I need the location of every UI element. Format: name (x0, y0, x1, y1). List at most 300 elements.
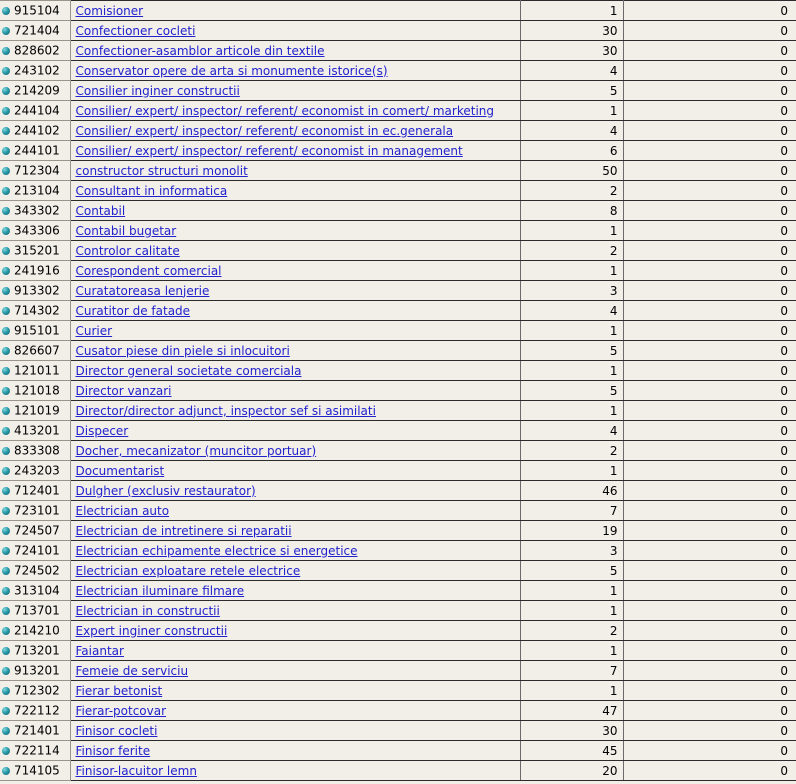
occupation-link[interactable]: Femeie de serviciu (75, 663, 189, 678)
vacancies-count: 47 (520, 701, 623, 721)
extra-count: 0 (623, 601, 796, 621)
table-row (0, 181, 796, 201)
occupation-link[interactable]: Faiantar (75, 643, 124, 658)
extra-count: 0 (623, 521, 796, 541)
extra-count: 0 (623, 301, 796, 321)
occupation-link[interactable]: Fierar-potcovar (75, 703, 167, 718)
occupation-link[interactable]: Director vanzari (75, 383, 172, 398)
occupation-code-cell (0, 321, 70, 341)
occupation-code-cell (0, 241, 70, 261)
extra-count: 0 (623, 441, 796, 461)
occupation-name-cell (70, 21, 520, 41)
occupation-name-cell (70, 141, 520, 161)
extra-count: 0 (623, 201, 796, 221)
extra-count: 0 (623, 741, 796, 761)
occupation-name-cell (70, 741, 520, 761)
occupation-link[interactable]: Dulgher (exclusiv restaurator) (75, 483, 256, 498)
occupation-code: 828602 (14, 43, 60, 58)
occupation-code: 315201 (14, 243, 60, 258)
vacancies-count: 1 (520, 321, 623, 341)
extra-count: 0 (623, 421, 796, 441)
occupation-code-cell (0, 641, 70, 661)
vacancies-count: 2 (520, 441, 623, 461)
occupation-name-cell (70, 101, 520, 121)
occupation-code: 214209 (14, 83, 60, 98)
occupation-name-cell (70, 1, 520, 21)
occupation-code: 121011 (14, 363, 60, 378)
extra-count: 0 (623, 721, 796, 741)
teal-sphere-bullet-icon (2, 327, 10, 335)
table-row (0, 441, 796, 461)
occupation-link[interactable]: Consilier/ expert/ inspector/ referent/ economist in management (75, 143, 463, 158)
occupation-code-cell (0, 1, 70, 21)
table-row (0, 561, 796, 581)
extra-count: 0 (623, 681, 796, 701)
occupation-link[interactable]: Consultant in informatica (75, 183, 228, 198)
teal-sphere-bullet-icon (2, 127, 10, 135)
teal-sphere-bullet-icon (2, 747, 10, 755)
occupation-name-cell (70, 661, 520, 681)
occupation-link[interactable]: Corespondent comercial (75, 263, 222, 278)
teal-sphere-bullet-icon (2, 627, 10, 635)
table-row (0, 701, 796, 721)
occupation-code-cell (0, 581, 70, 601)
extra-count: 0 (623, 281, 796, 301)
table-row (0, 41, 796, 61)
teal-sphere-bullet-icon (2, 587, 10, 595)
occupation-link[interactable]: Contabil bugetar (75, 223, 177, 238)
vacancies-count: 1 (520, 101, 623, 121)
occupation-link[interactable]: Confectioner cocleti (75, 23, 196, 38)
teal-sphere-bullet-icon (2, 487, 10, 495)
occupation-code: 721404 (14, 23, 60, 38)
occupation-code-cell (0, 441, 70, 461)
occupation-name-cell (70, 581, 520, 601)
occupation-name-cell (70, 321, 520, 341)
vacancies-count: 5 (520, 381, 623, 401)
teal-sphere-bullet-icon (2, 367, 10, 375)
occupation-code: 723101 (14, 503, 60, 518)
occupation-code-cell (0, 361, 70, 381)
occupation-link[interactable]: Electrician in constructii (75, 603, 220, 618)
vacancies-count: 1 (520, 221, 623, 241)
vacancies-count: 5 (520, 561, 623, 581)
table-row (0, 21, 796, 41)
occupation-code: 313104 (14, 583, 60, 598)
occupation-link[interactable]: Electrician auto (75, 503, 170, 518)
vacancies-count: 1 (520, 401, 623, 421)
vacancies-count: 7 (520, 501, 623, 521)
table-row (0, 421, 796, 441)
teal-sphere-bullet-icon (2, 387, 10, 395)
vacancies-count: 2 (520, 621, 623, 641)
extra-count: 0 (623, 561, 796, 581)
occupation-link[interactable]: Conservator opere de arta si monumente istorice(s) (75, 63, 388, 78)
occupation-code-cell (0, 681, 70, 701)
occupation-code-cell (0, 421, 70, 441)
occupation-code-cell (0, 501, 70, 521)
occupation-name-cell (70, 601, 520, 621)
table-row (0, 361, 796, 381)
occupation-name-cell (70, 421, 520, 441)
table-row (0, 481, 796, 501)
extra-count: 0 (623, 121, 796, 141)
teal-sphere-bullet-icon (2, 147, 10, 155)
occupation-code: 712401 (14, 483, 60, 498)
teal-sphere-bullet-icon (2, 287, 10, 295)
extra-count: 0 (623, 381, 796, 401)
occupation-code: 712302 (14, 683, 60, 698)
extra-count: 0 (623, 1, 796, 21)
occupations-table-body (0, 1, 796, 781)
table-row (0, 61, 796, 81)
occupation-code-cell (0, 701, 70, 721)
occupation-code-cell (0, 721, 70, 741)
occupation-link[interactable]: Consilier inginer constructii (75, 83, 240, 98)
occupation-link[interactable]: Curatitor de fatade (75, 303, 191, 318)
occupation-code-cell (0, 61, 70, 81)
occupation-code: 243102 (14, 63, 60, 78)
teal-sphere-bullet-icon (2, 47, 10, 55)
occupation-code-cell (0, 741, 70, 761)
occupation-code: 214210 (14, 623, 60, 638)
table-row (0, 721, 796, 741)
teal-sphere-bullet-icon (2, 187, 10, 195)
teal-sphere-bullet-icon (2, 267, 10, 275)
extra-count: 0 (623, 261, 796, 281)
table-row (0, 661, 796, 681)
table-row (0, 161, 796, 181)
table-row (0, 141, 796, 161)
extra-count: 0 (623, 641, 796, 661)
extra-count: 0 (623, 761, 796, 781)
occupation-name-cell (70, 281, 520, 301)
occupation-code: 343306 (14, 223, 60, 238)
table-row (0, 321, 796, 341)
teal-sphere-bullet-icon (2, 107, 10, 115)
occupation-code-cell (0, 161, 70, 181)
teal-sphere-bullet-icon (2, 647, 10, 655)
occupation-code: 722114 (14, 743, 60, 758)
occupation-code-cell (0, 461, 70, 481)
occupation-link[interactable]: Docher, mecanizator (muncitor portuar) (75, 443, 317, 458)
extra-count: 0 (623, 101, 796, 121)
occupation-code-cell (0, 261, 70, 281)
occupation-code-cell (0, 221, 70, 241)
teal-sphere-bullet-icon (2, 227, 10, 235)
occupation-code: 915101 (14, 323, 60, 338)
occupation-code-cell (0, 301, 70, 321)
teal-sphere-bullet-icon (2, 687, 10, 695)
occupation-link[interactable]: Confectioner-asamblor articole din textile (75, 43, 325, 58)
occupation-link[interactable]: Curatatoreasa lenjerie (75, 283, 210, 298)
occupation-code-cell (0, 661, 70, 681)
occupation-code-cell (0, 381, 70, 401)
occupation-code-cell (0, 81, 70, 101)
extra-count: 0 (623, 221, 796, 241)
table-row (0, 221, 796, 241)
occupation-code: 913201 (14, 663, 60, 678)
occupation-code-cell (0, 21, 70, 41)
occupation-name-cell (70, 381, 520, 401)
extra-count: 0 (623, 41, 796, 61)
occupation-name-cell (70, 761, 520, 781)
extra-count: 0 (623, 361, 796, 381)
occupation-code-cell (0, 521, 70, 541)
occupation-code: 714302 (14, 303, 60, 318)
teal-sphere-bullet-icon (2, 527, 10, 535)
vacancies-count: 19 (520, 521, 623, 541)
occupation-code: 213104 (14, 183, 60, 198)
occupation-link[interactable]: Electrician exploatare retele electrice (75, 563, 301, 578)
table-row (0, 121, 796, 141)
vacancies-count: 3 (520, 541, 623, 561)
occupation-link[interactable]: constructor structuri monolit (75, 163, 248, 178)
occupation-name-cell (70, 341, 520, 361)
vacancies-count: 8 (520, 201, 623, 221)
extra-count: 0 (623, 341, 796, 361)
vacancies-count: 1 (520, 641, 623, 661)
occupation-code-cell (0, 101, 70, 121)
vacancies-count: 46 (520, 481, 623, 501)
occupation-name-cell (70, 461, 520, 481)
extra-count: 0 (623, 321, 796, 341)
occupation-code: 826607 (14, 343, 60, 358)
table-row (0, 641, 796, 661)
vacancies-count: 30 (520, 41, 623, 61)
occupation-name-cell (70, 621, 520, 641)
table-row (0, 581, 796, 601)
extra-count: 0 (623, 461, 796, 481)
occupation-name-cell (70, 681, 520, 701)
vacancies-count: 2 (520, 181, 623, 201)
occupation-name-cell (70, 41, 520, 61)
extra-count: 0 (623, 661, 796, 681)
occupation-code: 915104 (14, 3, 60, 18)
extra-count: 0 (623, 161, 796, 181)
occupation-code: 244102 (14, 123, 60, 138)
occupation-link[interactable]: Electrician echipamente electrice si energetice (75, 543, 358, 558)
occupation-link[interactable]: Finisor ferite (75, 743, 151, 758)
occupation-code: 244101 (14, 143, 60, 158)
vacancies-count: 1 (520, 601, 623, 621)
occupation-name-cell (70, 261, 520, 281)
occupation-link[interactable]: Fierar betonist (75, 683, 163, 698)
vacancies-count: 5 (520, 341, 623, 361)
table-row (0, 201, 796, 221)
occupation-code: 243203 (14, 463, 60, 478)
extra-count: 0 (623, 21, 796, 41)
extra-count: 0 (623, 481, 796, 501)
occupation-code-cell (0, 561, 70, 581)
extra-count: 0 (623, 81, 796, 101)
teal-sphere-bullet-icon (2, 247, 10, 255)
occupation-code-cell (0, 121, 70, 141)
occupation-name-cell (70, 301, 520, 321)
occupation-code-cell (0, 621, 70, 641)
vacancies-count: 6 (520, 141, 623, 161)
occupation-link[interactable]: Electrician de intretinere si reparatii (75, 523, 292, 538)
extra-count: 0 (623, 621, 796, 641)
teal-sphere-bullet-icon (2, 667, 10, 675)
extra-count: 0 (623, 501, 796, 521)
teal-sphere-bullet-icon (2, 7, 10, 15)
teal-sphere-bullet-icon (2, 547, 10, 555)
occupation-link[interactable]: Consilier/ expert/ inspector/ referent/ economist in ec.generala (75, 123, 454, 138)
vacancies-count: 1 (520, 461, 623, 481)
occupation-name-cell (70, 61, 520, 81)
vacancies-count: 5 (520, 81, 623, 101)
vacancies-count: 20 (520, 761, 623, 781)
occupation-code: 413201 (14, 423, 60, 438)
table-row (0, 761, 796, 781)
occupation-link[interactable]: Dispecer (75, 423, 129, 438)
occupation-link[interactable]: Expert inginer constructii (75, 623, 228, 638)
teal-sphere-bullet-icon (2, 767, 10, 775)
teal-sphere-bullet-icon (2, 447, 10, 455)
occupation-name-cell (70, 121, 520, 141)
teal-sphere-bullet-icon (2, 67, 10, 75)
occupation-link[interactable]: Cusator piese din piele si inlocuitori (75, 343, 290, 358)
teal-sphere-bullet-icon (2, 427, 10, 435)
occupation-code-cell (0, 281, 70, 301)
teal-sphere-bullet-icon (2, 207, 10, 215)
vacancies-count: 1 (520, 361, 623, 381)
extra-count: 0 (623, 141, 796, 161)
occupation-link[interactable]: Director/director adjunct, inspector sef si asimilati (75, 403, 376, 418)
occupation-name-cell (70, 161, 520, 181)
table-row (0, 521, 796, 541)
table-row (0, 381, 796, 401)
occupation-link[interactable]: Electrician iluminare filmare (75, 583, 245, 598)
teal-sphere-bullet-icon (2, 607, 10, 615)
occupation-link[interactable]: Comisioner (75, 3, 144, 18)
occupation-link[interactable]: Controlor calitate (75, 243, 180, 258)
table-row (0, 81, 796, 101)
table-row (0, 741, 796, 761)
teal-sphere-bullet-icon (2, 467, 10, 475)
table-row (0, 681, 796, 701)
occupation-name-cell (70, 361, 520, 381)
teal-sphere-bullet-icon (2, 27, 10, 35)
occupation-code-cell (0, 141, 70, 161)
occupation-code: 712304 (14, 163, 60, 178)
occupation-name-cell (70, 181, 520, 201)
vacancies-count: 1 (520, 581, 623, 601)
teal-sphere-bullet-icon (2, 167, 10, 175)
teal-sphere-bullet-icon (2, 507, 10, 515)
occupation-code-cell (0, 201, 70, 221)
teal-sphere-bullet-icon (2, 307, 10, 315)
occupation-name-cell (70, 641, 520, 661)
occupation-code-cell (0, 181, 70, 201)
occupation-code-cell (0, 341, 70, 361)
vacancies-count: 4 (520, 121, 623, 141)
vacancies-count: 1 (520, 681, 623, 701)
occupation-code-cell (0, 541, 70, 561)
teal-sphere-bullet-icon (2, 567, 10, 575)
occupation-code: 724101 (14, 543, 60, 558)
table-row (0, 541, 796, 561)
table-row (0, 1, 796, 21)
table-row (0, 101, 796, 121)
table-row (0, 301, 796, 321)
table-row (0, 281, 796, 301)
occupation-name-cell (70, 401, 520, 421)
teal-sphere-bullet-icon (2, 727, 10, 735)
vacancies-count: 7 (520, 661, 623, 681)
occupation-name-cell (70, 541, 520, 561)
table-row (0, 241, 796, 261)
vacancies-count: 2 (520, 241, 623, 261)
occupation-name-cell (70, 201, 520, 221)
table-row (0, 621, 796, 641)
table-row (0, 601, 796, 621)
occupation-name-cell (70, 721, 520, 741)
extra-count: 0 (623, 61, 796, 81)
occupation-link[interactable]: Finisor cocleti (75, 723, 158, 738)
occupation-name-cell (70, 221, 520, 241)
teal-sphere-bullet-icon (2, 347, 10, 355)
table-row (0, 501, 796, 521)
occupation-name-cell (70, 481, 520, 501)
vacancies-count: 45 (520, 741, 623, 761)
table-row (0, 341, 796, 361)
vacancies-count: 1 (520, 1, 623, 21)
occupation-code: 833308 (14, 443, 60, 458)
occupation-code: 121018 (14, 383, 60, 398)
vacancies-count: 30 (520, 721, 623, 741)
occupation-link[interactable]: Curier (75, 323, 113, 338)
occupation-code: 241916 (14, 263, 60, 278)
occupation-name-cell (70, 241, 520, 261)
occupation-name-cell (70, 561, 520, 581)
vacancies-count: 1 (520, 261, 623, 281)
occupation-code: 121019 (14, 403, 60, 418)
extra-count: 0 (623, 581, 796, 601)
occupation-code: 244104 (14, 103, 60, 118)
occupation-code-cell (0, 601, 70, 621)
occupation-code-cell (0, 761, 70, 781)
vacancies-count: 4 (520, 61, 623, 81)
extra-count: 0 (623, 181, 796, 201)
occupation-code: 722112 (14, 703, 60, 718)
occupation-name-cell (70, 701, 520, 721)
occupation-code: 724507 (14, 523, 60, 538)
teal-sphere-bullet-icon (2, 87, 10, 95)
teal-sphere-bullet-icon (2, 707, 10, 715)
table-row (0, 261, 796, 281)
vacancies-count: 30 (520, 21, 623, 41)
table-row (0, 461, 796, 481)
occupation-link[interactable]: Finisor-lacuitor lemn (75, 763, 197, 778)
vacancies-count: 4 (520, 421, 623, 441)
occupation-code: 713701 (14, 603, 60, 618)
occupation-link[interactable]: Contabil (75, 203, 126, 218)
vacancies-count: 3 (520, 281, 623, 301)
vacancies-count: 4 (520, 301, 623, 321)
occupation-code: 343302 (14, 203, 60, 218)
extra-count: 0 (623, 701, 796, 721)
occupation-link[interactable]: Director general societate comerciala (75, 363, 302, 378)
occupation-code: 713201 (14, 643, 60, 658)
vacancies-count: 50 (520, 161, 623, 181)
occupation-link[interactable]: Consilier/ expert/ inspector/ referent/ economist in comert/ marketing (75, 103, 494, 118)
occupation-link[interactable]: Documentarist (75, 463, 165, 478)
occupation-code: 721401 (14, 723, 60, 738)
teal-sphere-bullet-icon (2, 407, 10, 415)
occupation-name-cell (70, 521, 520, 541)
